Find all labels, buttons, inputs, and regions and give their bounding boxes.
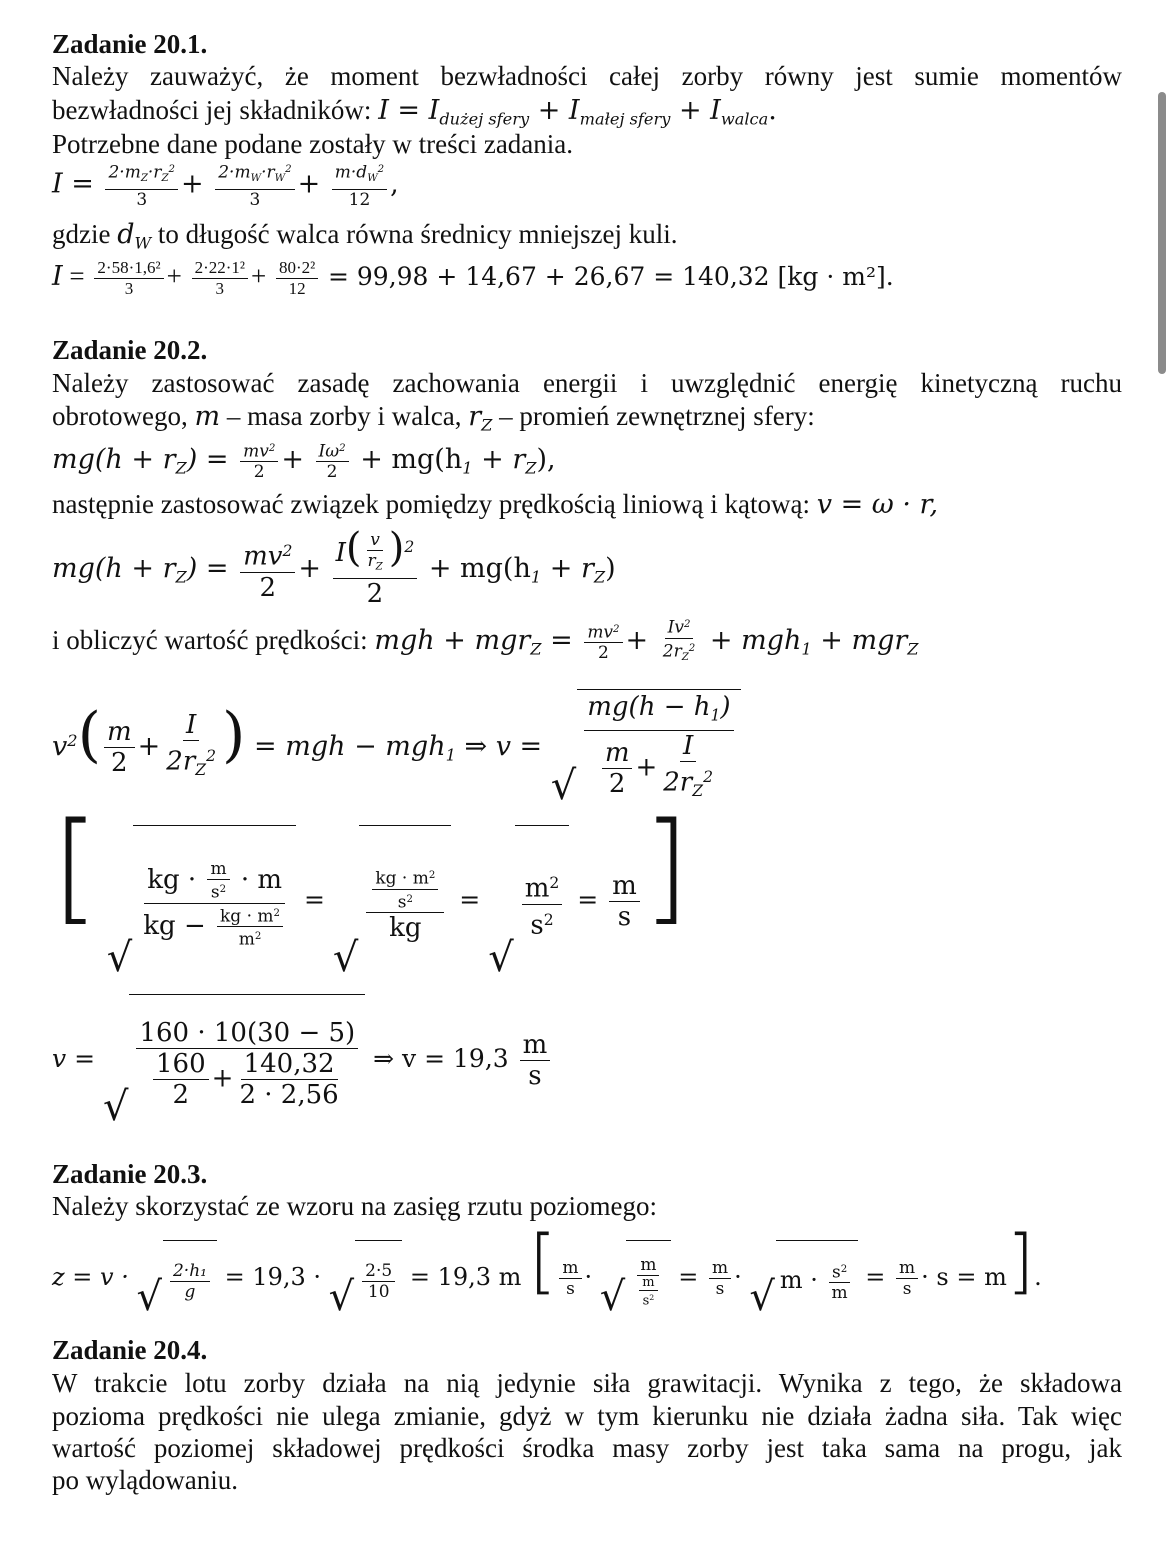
fraction: $\frac{\text{2·22·1²}}{3}$ (192, 258, 248, 299)
heading-20-2: Zadanie 20.2. (52, 335, 208, 365)
s3-range-formula: z = v · √ $\frac{\text{2·h₁}}{g}$ = 19,3 · √ $\frac{2\cdot 5}{10}$ = 19,3 m [ $\frac{m}{s}$ · √ $\frac{m}{\frac{m}{s^2}}$ = $\frac{m}{s}$ · √ m · $\frac{s^2}{m}$ = $\frac{m}{s}$ · s = m]. (52, 1220, 1042, 1320)
heading-20-3: Zadanie 20.3. (52, 1159, 208, 1189)
s1-paragraph-line3: Potrzebne dane podane zostały w treści zadania. (52, 129, 574, 159)
fraction: $\frac{\text{2·58·1,6²}}{3}$ (94, 258, 163, 299)
s2-paragraph-line4: i obliczyć wartość prędkości: mgh + mgr$_Z$ = $\frac{mv^2}{2}$ + $\frac{Iv^2}{2r_Z^2}$ + mgh$_1$ + mgr$_Z$ (52, 614, 919, 676)
s1-paragraph-line2: bezwładności jej składników: $I = I_{dużej sfery} + I_{małej sfery} + I_{walca}$. (52, 95, 777, 129)
s1-formula-numeric: I = $\frac{\text{2·58·1,6²}}{3}$ + $\frac{\text{2·22·1²}}{3}$ + $\frac{\text{80·2²}}{12}$ = 99,98 + 14,67 + 26,67 = 140,32 [kg · m²]. (52, 258, 894, 299)
s2-energy-substituted: $mg(h + r_Z)$ = $\frac{mv^2}{2}$ + I( $\frac{v}{r_Z}$ )$^2$ 2 + $mg(h_1 + r_Z)$ (52, 525, 616, 609)
s3-paragraph-line1: Należy skorzystać ze wzoru na zasięg rzutu poziomego: (52, 1191, 657, 1221)
fraction: $\frac{\text{80·2²}}{12}$ (276, 258, 318, 299)
s2-velocity-numeric: v = √ 160 · 10(30 − 5) $\frac{160}{2}$ + $\frac{140,32}{2 \cdot 2,56}$ ⇒ v = 19,3 $\frac{m}{s}$ (52, 994, 553, 1127)
fraction: $\frac{2\cdot m_Z\cdot r_Z^2}{3}$ (105, 160, 178, 210)
s2-paragraph-line2: obrotowego, m – masa zorby i walca, $r_Z$ – promień zewnętrznej sfery: (52, 401, 815, 435)
s2-units-check: [ √ kg · $\frac{m}{s^2}$ · m kg − $\frac{kg \cdot m^2}{m^2}$ = √ $\frac{\frac{kg \cdot m^2}{s^2}}{kg}$ = √ $\frac{m^2}{s^2}$ = $\frac{m}{s}$ ] (52, 798, 690, 981)
scrollbar[interactable] (1158, 92, 1166, 374)
s2-paragraph-line3: następnie zastosować związek pomiędzy prędkością liniową i kątową: v = ω · r, (52, 489, 939, 520)
heading-20-1: Zadanie 20.1. (52, 29, 208, 59)
s4-paragraph-line3: wartość poziomej składowej prędkości środka masy zorby jest taka sama na progu, jak (52, 1433, 1122, 1463)
fraction: $\frac{2\cdot m_W\cdot r_W^2}{3}$ (215, 160, 294, 210)
s2-velocity-derivation: $v^2$( $\frac{m}{2}$ + $\frac{I}{2r_Z^2}$ ) = mgh − mgh$_1$ ⇒ v = √ $mg(h - h_1)$ $\frac{m}{2}$ + $\frac{I}{2r_Z^2}$ (52, 680, 741, 811)
s4-paragraph-line4: po wylądowaniu. (52, 1465, 238, 1495)
moment-sum-formula: $I = I_{dużej sfery} + I_{małej sfery} + I_{walca}$. (378, 95, 777, 129)
heading-20-4: Zadanie 20.4. (52, 1335, 208, 1365)
s4-paragraph-line1: W trakcie lotu zorby działa na nią jedynie siła grawitacji. Wynika z tego, że składowa (52, 1368, 1122, 1398)
fraction: $\frac{m\cdot d_W^2}{12}$ (332, 160, 387, 210)
s1-paragraph-line1: Należy zauważyć, że moment bezwładności całej zorby równy jest sumie momentów (52, 61, 1122, 91)
s2-paragraph-line1: Należy zastosować zasadę zachowania energii i uwzględnić energię kinetyczną ruchu (52, 368, 1122, 398)
s2-energy-equation: $mg(h + r_Z)$ = $\frac{mv^2}{2}$ + $\frac{I\omega^2}{2}$ + $mg(h_1 + r_Z)$, (52, 436, 556, 493)
s1-formula-inertia: I = $\frac{2\cdot m_Z\cdot r_Z^2}{3}$ + $\frac{2\cdot m_W\cdot r_W^2}{3}$ + $\frac{m\cdot d_W^2}{12}$ , (52, 160, 399, 210)
s1-paragraph-line4: gdzie $d_W$ to długość walca równa średnicy mniejszej kuli. (52, 219, 678, 253)
s4-paragraph-line2: pozioma prędkości nie ulega zmianie, gdyż w tym kierunku nie działa żadna siła. Tak więc (52, 1401, 1122, 1431)
